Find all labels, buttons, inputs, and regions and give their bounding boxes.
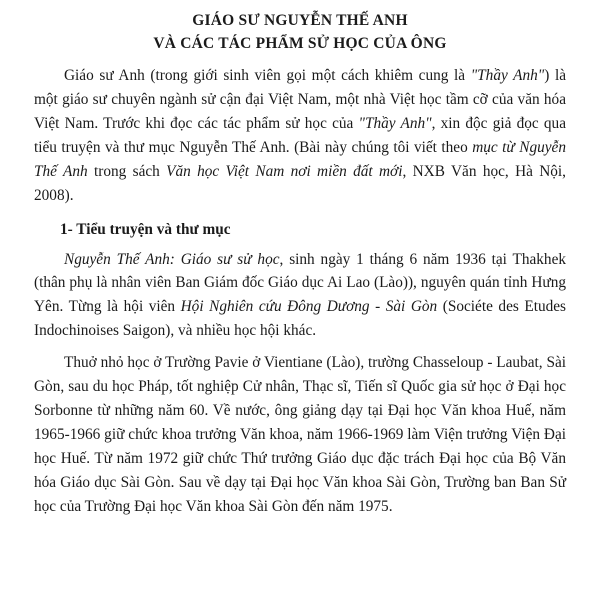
- page-title: [34, 10, 566, 56]
- italic-text: mục từ Nguyễn Thế Anh: [34, 138, 566, 180]
- plain-text: , NXB Văn học, Hà Nội, 2008).: [34, 162, 567, 204]
- italic-text: Văn học Việt Nam nơi miền đất mới: [166, 162, 403, 180]
- plain-text: trong sách: [87, 162, 167, 180]
- italic-text: "Thầy Anh": [358, 114, 432, 132]
- plain-text: , xin độc giả đọc qua tiểu truyện và thư mục Nguyễn Thế Anh. (Bài này chúng tôi viết theo: [34, 114, 566, 156]
- italic-text: "Thầy Anh": [470, 66, 545, 84]
- intro-paragraph: [34, 64, 566, 208]
- section-heading: 1- Tiểu truyện và thư mục: [60, 220, 231, 238]
- plain-text: ) là một giáo sư chuyên ngành sử cận đại Việt Nam, một nhà Việt học tầm cỡ của văn hóa Việt Nam. Trước khi đọc các tác phẩm sử học của: [34, 66, 566, 132]
- plain-text: (Sociéte des Etudes Indochinoises Saigon), và nhiều học hội khác.: [34, 298, 566, 340]
- plain-text: Thuở nhỏ học ở Trường Pavie ở Vientiane (Lào), trường Chasseloup - Laubat, Sài Gòn, sau du học Pháp, tốt nghiệp Cử nhân, Thạc sĩ, Tiến sĩ Quốc gia sử học ở Đại học Sorbonne từ những năm 60. Về nước, ông giảng dạy tại Đại học Văn khoa Huế, năm 1965-1966 giữ chức khoa trưởng Văn khoa, năm 1966-1969 làm Viện trưởng Viện Đại học Huế. Từ năm 1972 giữ chức Thứ trưởng Giáo dục đặc trách Đại học của Bộ Văn hóa Giáo dục Sài Gòn. Sau về dạy tại Đại học Văn khoa Sài Gòn, Trường ban Ban Sử học của Trường Đại học Văn khoa Sài Gòn đến năm 1975.: [34, 354, 566, 515]
- biography-paragraph-2: [34, 351, 566, 519]
- page-title-line-1: GIÁO SƯ NGUYỄN THẾ ANH: [192, 12, 408, 29]
- italic-text: Hội Nghiên cứu Đông Dương - Sài Gòn: [180, 298, 438, 316]
- plain-text: , sinh ngày 1 tháng 6 năm 1936 tại Thakhek (thân phụ là nhân viên Ban Giám đốc Giáo dục Ai Lao (Lào)), nguyên quán tỉnh Hưng Yên. Từng là hội viên: [34, 250, 567, 316]
- plain-text: Giáo sư Anh (trong giới sinh viên gọi một cách khiêm cung là: [64, 66, 471, 84]
- biography-paragraph-1: [34, 248, 566, 344]
- page-title-line-2: VÀ CÁC TÁC PHẨM SỬ HỌC CỦA ÔNG: [153, 35, 447, 53]
- italic-text: Nguyễn Thế Anh: Giáo sư sử học: [64, 250, 280, 268]
